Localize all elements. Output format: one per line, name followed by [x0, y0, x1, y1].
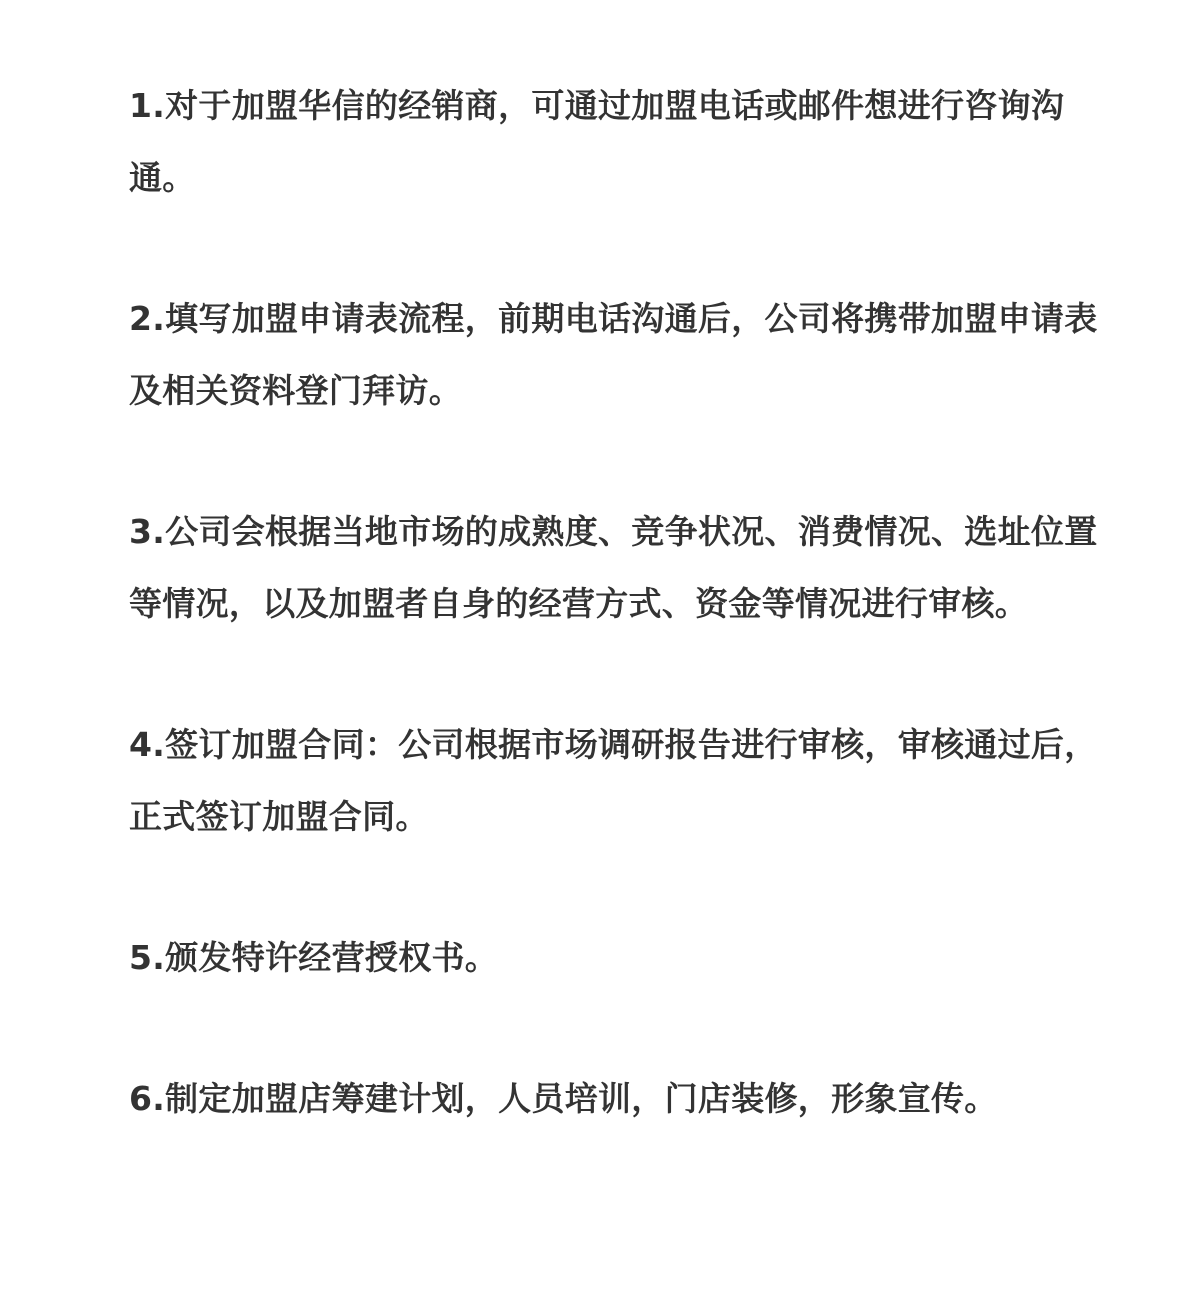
franchise-steps-document: [129, 70, 1104, 1204]
step-6: 6.制定加盟店筹建计划，人员培训，门店装修，形象宣传。: [129, 1079, 998, 1118]
step-4: 4.签订加盟合同：公司根据市场调研报告进行审核，审核通过后，正式签订加盟合同。: [129, 725, 1098, 836]
step-1: 1.对于加盟华信的经销商，可通过加盟电话或邮件想进行咨询沟通。: [129, 86, 1065, 197]
step-5: 5.颁发特许经营授权书。: [129, 938, 499, 977]
step-3: 3.公司会根据当地市场的成熟度、竞争状况、消费情况、选址位置等情况，以及加盟者自身的经营方式、资金等情况进行审核。: [129, 512, 1098, 623]
step-2: 2.填写加盟申请表流程，前期电话沟通后，公司将携带加盟申请表及相关资料登门拜访。: [129, 299, 1098, 410]
